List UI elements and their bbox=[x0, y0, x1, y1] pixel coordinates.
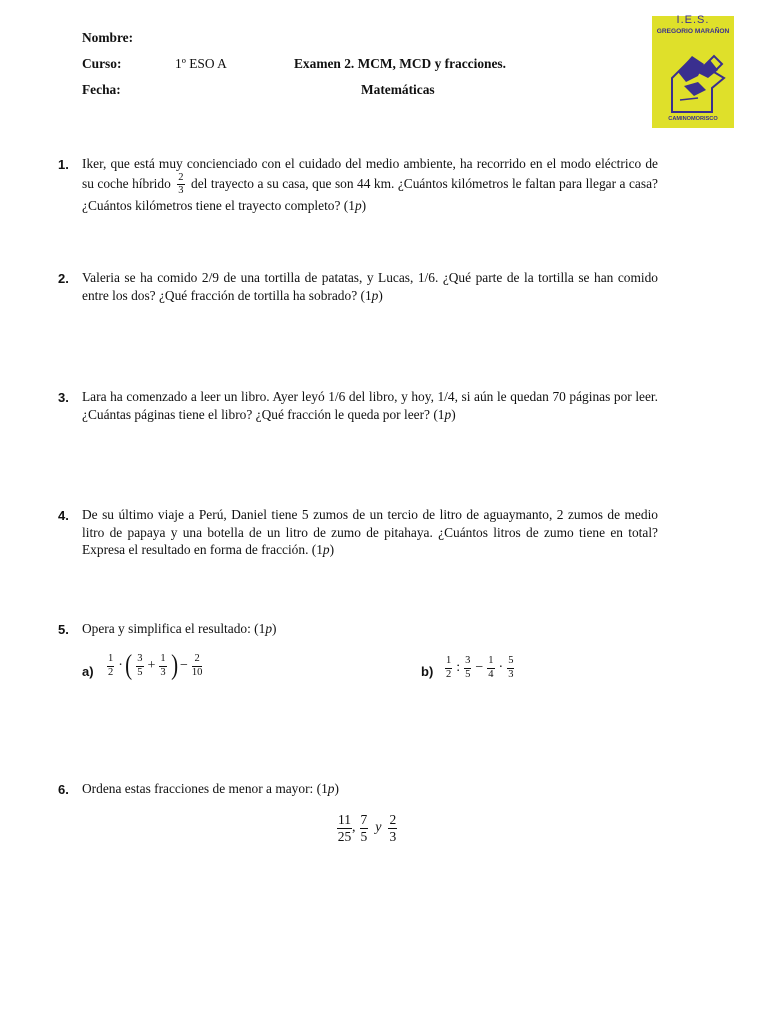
fraction-denominator: 10 bbox=[191, 666, 203, 678]
points-variable: p bbox=[322, 542, 330, 557]
question-2-body: Valeria se ha comido 2/9 de una tortilla de patatas, y Lucas, 1/6. ¿Qué parte de la tortilla se han comido entre los dos? ¿Qué fracción de tortilla ha sobrado? (1 bbox=[82, 270, 658, 303]
fraction-denominator: 3 bbox=[508, 668, 514, 680]
close-paren: ) bbox=[272, 621, 277, 636]
fraction-numerator: 1 bbox=[107, 654, 114, 667]
points-variable: p bbox=[265, 621, 273, 636]
operator-minus: − bbox=[475, 660, 484, 675]
exam-title: Examen 2. MCM, MCD y fracciones. bbox=[294, 56, 506, 71]
question-1-fraction bbox=[177, 173, 184, 197]
expression-b bbox=[442, 656, 517, 680]
question-5-body: Opera y simplifica el resultado: (1 bbox=[82, 621, 266, 636]
fraction-denominator: 3 bbox=[178, 185, 184, 196]
fraction-numerator: 1 bbox=[487, 656, 494, 669]
comma: , bbox=[352, 820, 356, 835]
question-1-text-b: del trayecto a su casa, que son 44 km. ¿Cuántos kilómetros le faltan para llegar a casa? ¿Cuántos kilómetros tiene el trayecto completo? (1 bbox=[82, 175, 658, 213]
fraction-denominator: 3 bbox=[389, 828, 397, 844]
curso-label: Curso: bbox=[82, 56, 122, 71]
close-paren: ) bbox=[329, 542, 335, 557]
operator-plus: + bbox=[147, 658, 156, 673]
logo-text-place: CAMINOMORISCO bbox=[668, 116, 718, 122]
logo-text-name: GREGORIO MARAÑON bbox=[656, 28, 730, 35]
question-4-text bbox=[82, 506, 658, 559]
question-4-number: 4. bbox=[58, 508, 69, 523]
points-variable: p bbox=[444, 406, 452, 422]
curso-value: 1º ESO A bbox=[175, 56, 227, 71]
close-paren: ) bbox=[378, 287, 383, 303]
nombre-label: Nombre: bbox=[82, 30, 134, 45]
question-5a-label: a) bbox=[82, 664, 94, 679]
close-paren: ) bbox=[361, 197, 367, 213]
fraction-numerator: 2 bbox=[389, 812, 397, 827]
fraction bbox=[487, 656, 494, 680]
fraction bbox=[107, 654, 114, 678]
fraction-numerator: 2 bbox=[177, 173, 184, 186]
fraction-numerator: 3 bbox=[464, 656, 471, 669]
question-5b-label: b) bbox=[421, 664, 434, 679]
fraction-numerator: 1 bbox=[445, 656, 452, 669]
fraction-numerator: 2 bbox=[192, 654, 203, 667]
fraction-denominator: 5 bbox=[360, 828, 368, 844]
question-1-text bbox=[82, 155, 658, 214]
fraction-numerator: 7 bbox=[360, 812, 368, 827]
fraction-denominator: 5 bbox=[465, 668, 471, 680]
fraction bbox=[464, 656, 471, 680]
fraction bbox=[388, 813, 397, 843]
fraction bbox=[337, 813, 352, 843]
points-variable: p bbox=[371, 287, 379, 303]
fraction-numerator: 1 bbox=[159, 654, 166, 667]
fraction bbox=[507, 656, 514, 680]
fraction-denominator: 2 bbox=[446, 668, 452, 680]
close-paren: ) bbox=[334, 781, 339, 796]
fraction-denominator: 3 bbox=[160, 666, 166, 678]
fraction-denominator: 5 bbox=[137, 666, 143, 678]
question-6-body: Ordena estas fracciones de menor a mayor: (1 bbox=[82, 781, 328, 796]
fraction bbox=[159, 654, 166, 678]
question-5-text bbox=[82, 620, 658, 638]
fraction-numerator: 5 bbox=[507, 656, 514, 669]
question-2-text bbox=[82, 269, 658, 304]
fraction bbox=[360, 813, 369, 843]
question-1-text-a: Iker, que está muy concienciado con el cuidado del medio ambiente, ha recorrido en el modo eléctrico de su coche híbrido bbox=[82, 156, 658, 191]
fraction bbox=[136, 654, 143, 678]
fraction bbox=[445, 656, 452, 680]
school-building-icon bbox=[658, 42, 728, 114]
left-paren: ( bbox=[125, 650, 133, 681]
question-3-body: Lara ha comenzado a leer un libro. Ayer leyó 1/6 del libro, y hoy, 1/4, si aún le quedan 70 páginas por leer. ¿Cuántas páginas tiene el libro? ¿Qué fracción le queda por leer? (1 bbox=[82, 389, 658, 422]
close-paren: ) bbox=[451, 406, 456, 422]
question-3-text bbox=[82, 388, 658, 423]
operator-colon: : bbox=[456, 660, 461, 675]
question-4-body: De su último viaje a Perú, Daniel tiene 5 zumos de un tercio de litro de aguaymanto, 2 zumos de medio litro de papaya y una botella de un litro de zumo de pitahaya. ¿Cuántos litros de zumo tiene en total? Expresa el resultado en forma de fracción. (1 bbox=[82, 507, 658, 557]
operator-dot: · bbox=[118, 658, 123, 673]
conjunction-y: y bbox=[375, 820, 382, 835]
subject-title: Matemáticas bbox=[361, 82, 435, 97]
question-3-number: 3. bbox=[58, 390, 69, 405]
fractions-to-order bbox=[334, 813, 400, 843]
fraction-numerator: 11 bbox=[338, 812, 351, 827]
question-2-number: 2. bbox=[58, 271, 69, 286]
points-variable: p bbox=[327, 781, 335, 796]
question-1-number: 1. bbox=[58, 157, 69, 172]
question-5-number: 5. bbox=[58, 622, 69, 637]
fraction-numerator: 3 bbox=[136, 654, 143, 667]
expression-a bbox=[104, 652, 205, 680]
school-logo bbox=[652, 16, 734, 128]
operator-minus: − bbox=[179, 658, 188, 673]
fraction-denominator: 2 bbox=[108, 666, 114, 678]
question-6-text bbox=[82, 780, 658, 798]
question-6-number: 6. bbox=[58, 782, 69, 797]
logo-text-ies: I.E.S. bbox=[676, 14, 710, 26]
right-paren: ) bbox=[170, 650, 178, 681]
operator-dot: · bbox=[498, 660, 504, 675]
fraction-denominator: 25 bbox=[337, 828, 352, 844]
points-variable: p bbox=[354, 197, 362, 213]
fraction bbox=[192, 654, 203, 678]
fraction-denominator: 4 bbox=[488, 668, 494, 680]
fecha-label: Fecha: bbox=[82, 82, 121, 97]
